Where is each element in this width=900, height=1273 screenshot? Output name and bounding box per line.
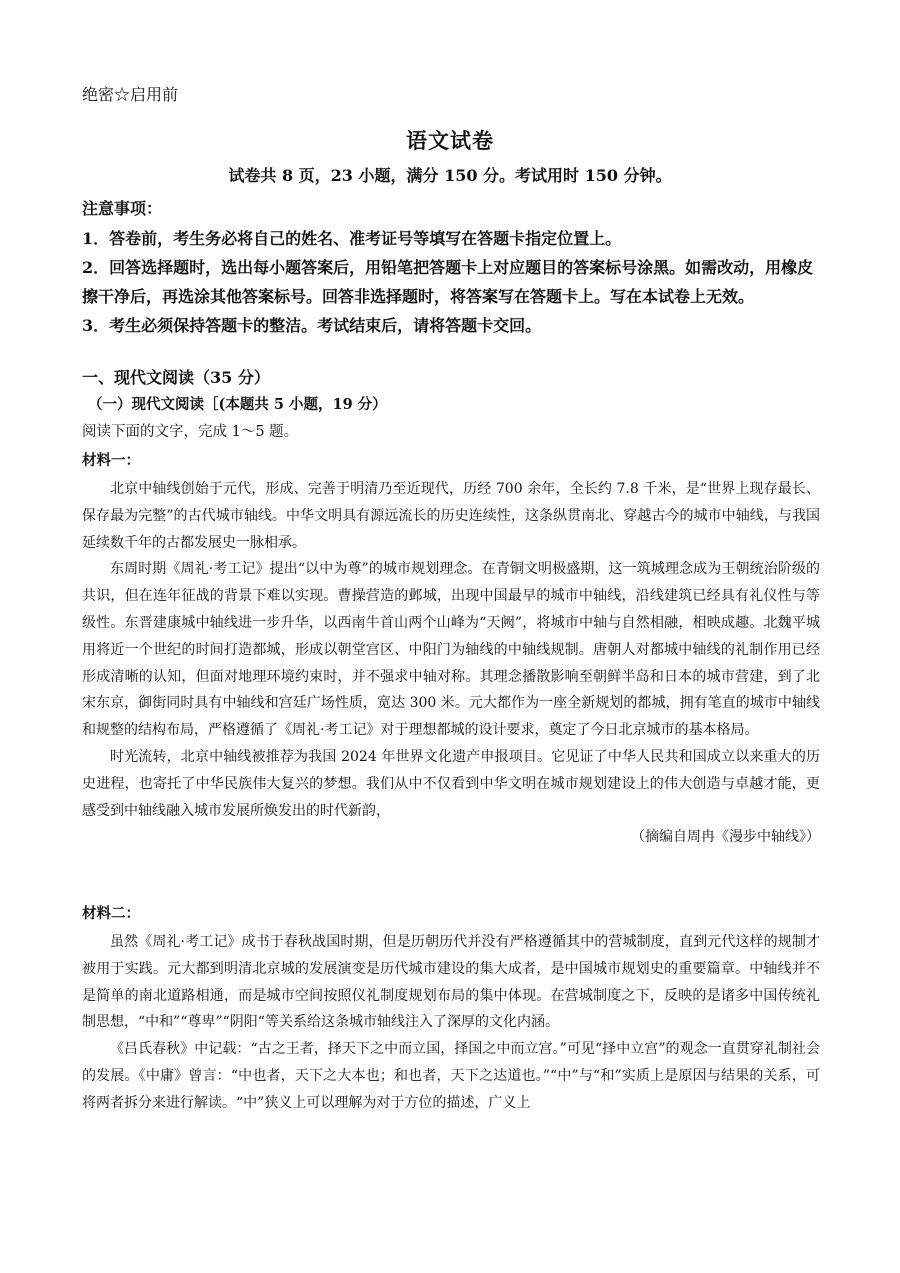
paragraph: 《吕氏春秋》中记载：“古之王者，择天下之中而立国，择国之中而立宫。”可见“择中立宫”的观念一直贯穿礼制社会的发展。《中庸》曾言：“中也者，天下之大本也；和也者，天下之达道也。”“中”与“和”实质上是原因与结果的关系，可将两者拆分来进行解读。“中”狭义上可以理解为对于方位的描述，广义上 [82,1041,820,1111]
material-two-label: 材料二： [82,905,140,922]
material-one-label: 材料一： [82,452,140,469]
paragraph: 东周时期《周礼·考工记》提出“以中为尊”的城市规划理念。在青铜文明极盛期，这一筑城理念成为王朝统治阶级的共识，但在连年征战的背景下难以实现。曹操营造的邺城，出现中国最早的城市中轴线，沿线建筑已经具有礼仪性与等级性。东晋建康城中轴线进一步升华，以西南牛首山两个山峰为“天阙”，将城市中轴与自然相融，相映成趣。北魏平城用将近一个世纪的时间打造都城，形成以朝堂宫区、中阳门为轴线的中轴线规制。唐朝人对都城中轴线的礼制作用已经形成清晰的认知，但面对地理环境约束时，并不强求中轴对称。其理念播散影响至朝鲜半岛和日本的城市营建，到了北宋东京，御街同时具有中轴线和宫廷广场性质，宽达 300 米。元大都作为一座全新规划的都城，拥有笔直的城市中轴线和规整的结构布局，严格遵循了《周礼·考工记》对于理想都城的设计要求，奠定了今日北京城市的基本格局。 [82,561,820,739]
confidential-mark: 绝密☆启用前 [82,85,179,104]
exam-info: 试卷共 8 页，23 小题，满分 150 分。考试用时 150 分钟。 [228,166,672,185]
notes-item: 1．答卷前，考生务必将自己的姓名、准考证号等填写在答题卡指定位置上。 [82,229,622,248]
source-citation: （摘编自周冉《漫步中轴线》） [631,829,820,846]
reading-instruction: 阅读下面的文字，完成 1～5 题。 [82,424,299,440]
notes-heading: 注意事项： [82,199,163,218]
notes-item: 2．回答选择题时，选出每小题答案后，用铅笔把答题卡上对应题目的答案标号涂黑。如需改动，用橡皮擦干净后，再选涂其他答案标号。回答非选择题时，将答案写在答题卡上。写在本试卷上无效。 [82,258,814,306]
notes-item: 3．考生必须保持答题卡的整洁。考试结束后，请将答题卡交回。 [82,316,542,335]
page-title: 语文试卷 [406,128,494,153]
section-title: 一、现代文阅读（35 分） [82,368,270,387]
paragraph: 北京中轴线创始于元代，形成、完善于明清乃至近现代，历经 700 余年，全长约 7.8 千米，是“世界上现存最长、保存最为完整”的古代城市轴线。中华文明具有源远流长的历史连续性，这条纵贯南北、穿越古今的城市中轴线，与我国延续数千年的古都发展史一脉相承。 [82,481,820,551]
paragraph: 时光流转，北京中轴线被推荐为我国 2024 年世界文化遗产申报项目。它见证了中华人民共和国成立以来重大的历史进程，也寄托了中华民族伟大复兴的梦想。我们从中不仅看到中华文明在城市规划建设上的伟大创造与卓越才能，更感受到中轴线融入城市发展所焕发出的时代新韵， [82,748,820,819]
notes-list [82,224,820,340]
material-two-body [82,929,820,1117]
material-one-body [82,476,820,851]
paragraph: 虽然《周礼·考工记》成书于春秋战国时期，但是历朝历代并没有严格遵循其中的营城制度，直到元代这样的规制才被用于实践。元大都到明清北京城的发展演变是历代城市建设的集大成者，是中国城市规划史的重要篇章。中轴线并不是简单的南北道路相通，而是城市空间按照仪礼制度规划布局的集中体现。在营城制度之下，反映的是诸多中国传统礼制思想，“中和”“尊卑”“阴阳“等关系给这条城市轴线注入了深厚的文化内涵。 [82,934,820,1031]
subsection-title: （一）现代文阅读［(本题共 5 小题，19 分） [88,396,387,413]
